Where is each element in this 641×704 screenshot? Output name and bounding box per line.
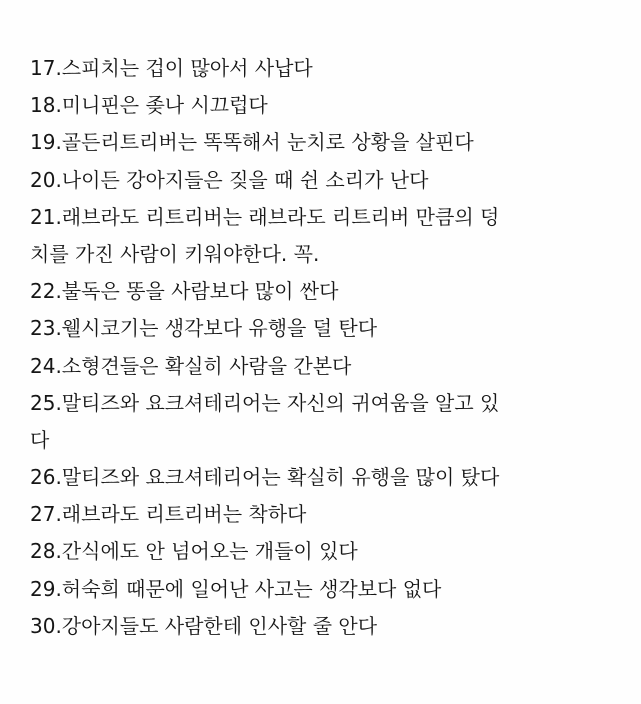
text-line: 19.골든리트리버는 똑똑해서 눈치로 상황을 살핀다 — [30, 130, 474, 155]
text-line: 치를 가진 사람이 키워야한다. 꼭. — [30, 241, 320, 266]
text-line: 28.간식에도 안 넘어오는 개들이 있다 — [30, 539, 358, 564]
text-line: 22.불독은 똥을 사람보다 많이 싼다 — [30, 279, 339, 304]
text-line: 29.허숙희 때문에 일어난 사고는 생각보다 없다 — [30, 576, 442, 601]
text-line: 18.미니핀은 좆나 시끄럽다 — [30, 93, 268, 118]
text-line: 24.소형견들은 확실히 사람을 간본다 — [30, 353, 352, 378]
text-line: 20.나이든 강아지들은 짖을 때 쉰 소리가 난다 — [30, 167, 429, 192]
text-line: 23.웰시코기는 생각보다 유행을 덜 탄다 — [30, 316, 378, 341]
text-line: 다 — [30, 427, 50, 452]
text-line: 26.말티즈와 요크셔테리어는 확실히 유행을 많이 탔다 — [30, 465, 500, 490]
text-line: 17.스피치는 겁이 많아서 사납다 — [30, 56, 313, 80]
text-line: 30.강아지들도 사람한테 인사할 줄 안다 — [30, 613, 378, 638]
dog-facts-list — [30, 50, 630, 645]
text-line: 27.래브라도 리트리버는 착하다 — [30, 502, 307, 527]
text-line: 21.래브라도 리트리버는 래브라도 리트리버 만큼의 덩 — [30, 204, 500, 229]
text-line: 25.말티즈와 요크셔테리어는 자신의 귀여움을 알고 있 — [30, 390, 500, 415]
